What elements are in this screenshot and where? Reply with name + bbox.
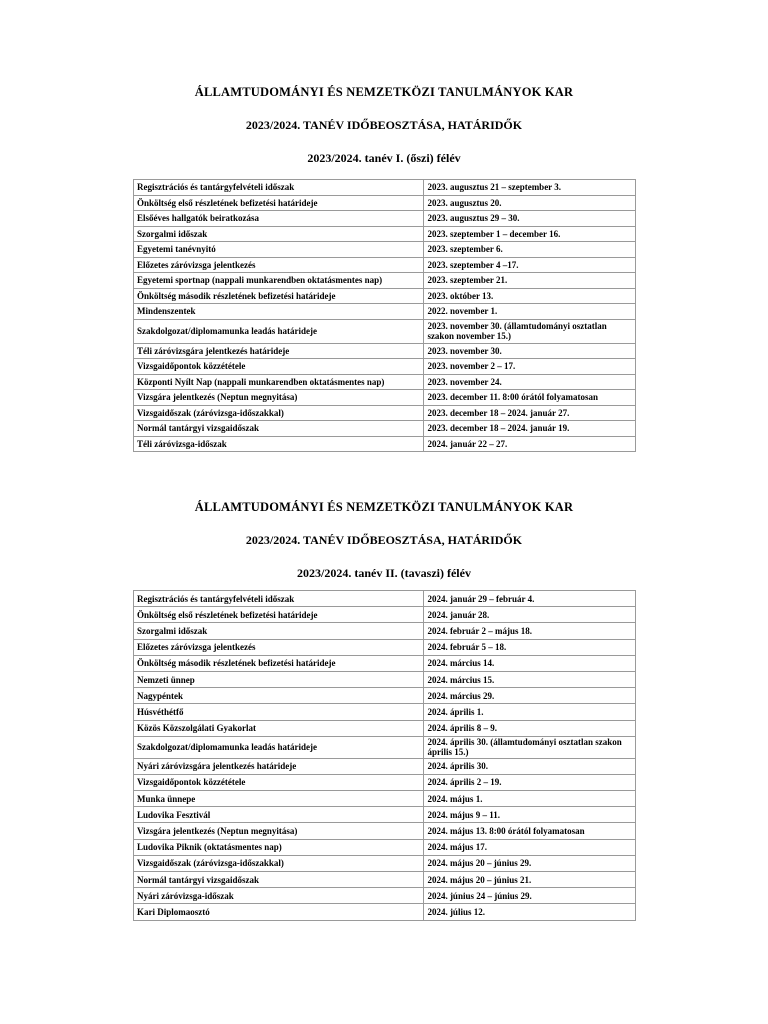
schedule-table xyxy=(133,590,636,921)
date-cell: 2024. február 2 – május 18. xyxy=(424,623,636,639)
date-cell: 2023. szeptember 6. xyxy=(424,242,636,258)
schedule-subtitle: 2023/2024. TANÉV IDŐBEOSZTÁSA, HATÁRIDŐK xyxy=(245,118,523,132)
date-cell: 2023. december 18 – 2024. január 27. xyxy=(424,405,636,421)
table-row xyxy=(134,304,636,320)
semester-heading: 2023/2024. tanév II. (tavaszi) félév xyxy=(297,566,471,580)
date-cell: 2023. szeptember 4 –17. xyxy=(424,257,636,273)
table-row xyxy=(134,405,636,421)
date-cell: 2024. május 9 – 11. xyxy=(424,807,636,823)
table-row xyxy=(134,242,636,258)
event-cell: Ludovika Piknik (oktatásmentes nap) xyxy=(134,839,424,855)
table-row xyxy=(134,671,636,687)
date-cell: 2023. november 30. xyxy=(424,343,636,359)
date-cell: 2024. január 28. xyxy=(424,607,636,623)
event-cell: Mindenszentek xyxy=(134,304,424,320)
table-row xyxy=(134,374,636,390)
event-cell: Elsőéves hallgatók beiratkozása xyxy=(134,211,424,227)
event-cell: Húsvéthétfő xyxy=(134,704,424,720)
event-cell: Nemzeti ünnep xyxy=(134,671,424,687)
date-cell: 2024. április 2 – 19. xyxy=(424,774,636,790)
table-row xyxy=(134,591,636,607)
table-row xyxy=(134,288,636,304)
date-cell: 2024. május 20 – június 21. xyxy=(424,872,636,888)
date-cell: 2024. június 24 – június 29. xyxy=(424,888,636,904)
date-cell: 2023. december 11. 8:00 órától folyamatosan xyxy=(424,390,636,406)
table-row xyxy=(134,736,636,758)
table-row xyxy=(134,257,636,273)
date-cell: 2023. augusztus 21 – szeptember 3. xyxy=(424,180,636,196)
date-cell: 2024. február 5 – 18. xyxy=(424,639,636,655)
event-cell: Vizsgaidőszak (záróvizsga-időszakkal) xyxy=(134,855,424,871)
table-row xyxy=(134,720,636,736)
table-row xyxy=(134,390,636,406)
event-cell: Nyári záróvizsga-időszak xyxy=(134,888,424,904)
date-cell: 2024. március 15. xyxy=(424,671,636,687)
table-row xyxy=(134,195,636,211)
schedule-table xyxy=(133,179,636,452)
event-cell: Téli záróvizsga-időszak xyxy=(134,436,424,452)
date-cell: 2024. május 1. xyxy=(424,791,636,807)
table-row xyxy=(134,436,636,452)
date-cell: 2023. szeptember 1 – december 16. xyxy=(424,226,636,242)
date-cell: 2024. július 12. xyxy=(424,904,636,920)
event-cell: Önköltség első részletének befizetési határideje xyxy=(134,607,424,623)
table-row xyxy=(134,226,636,242)
event-cell: Munka ünnepe xyxy=(134,791,424,807)
date-cell: 2024. május 13. 8:00 órától folyamatosan xyxy=(424,823,636,839)
event-cell: Vizsgaidőpontok közzététele xyxy=(134,359,424,375)
event-cell: Regisztrációs és tantárgyfelvételi időszak xyxy=(134,591,424,607)
event-cell: Szorgalmi időszak xyxy=(134,226,424,242)
table-row xyxy=(134,688,636,704)
event-cell: Kari Diplomaosztó xyxy=(134,904,424,920)
date-cell: 2023. november 24. xyxy=(424,374,636,390)
event-cell: Központi Nyílt Nap (nappali munkarendben oktatásmentes nap) xyxy=(134,374,424,390)
event-cell: Szorgalmi időszak xyxy=(134,623,424,639)
table-row xyxy=(134,872,636,888)
date-cell: 2023. november 30. (államtudományi osztatlan szakon november 15.) xyxy=(424,319,636,343)
event-cell: Egyetemi tanévnyitó xyxy=(134,242,424,258)
event-cell: Normál tantárgyi vizsgaidőszak xyxy=(134,421,424,437)
event-cell: Előzetes záróvizsga jelentkezés xyxy=(134,639,424,655)
event-cell: Önköltség második részletének befizetési határideje xyxy=(134,288,424,304)
table-row xyxy=(134,421,636,437)
date-cell: 2024. március 29. xyxy=(424,688,636,704)
event-cell: Előzetes záróvizsga jelentkezés xyxy=(134,257,424,273)
date-cell: 2023. október 13. xyxy=(424,288,636,304)
table-row xyxy=(134,343,636,359)
table-row xyxy=(134,359,636,375)
event-cell: Ludovika Fesztivál xyxy=(134,807,424,823)
table-row xyxy=(134,607,636,623)
event-cell: Közös Közszolgálati Gyakorlat xyxy=(134,720,424,736)
event-cell: Önköltség második részletének befizetési határideje xyxy=(134,655,424,671)
date-cell: 2024. március 14. xyxy=(424,655,636,671)
table-row xyxy=(134,791,636,807)
semester1-section xyxy=(0,80,768,449)
date-cell: 2024. április 1. xyxy=(424,704,636,720)
table-row xyxy=(134,273,636,289)
table-row xyxy=(134,758,636,774)
faculty-title: ÁLLAMTUDOMÁNYI ÉS NEMZETKÖZI TANULMÁNYOK KAR xyxy=(194,85,574,99)
table-row xyxy=(134,774,636,790)
table-row xyxy=(134,704,636,720)
date-cell: 2024. január 29 – február 4. xyxy=(424,591,636,607)
table-row xyxy=(134,839,636,855)
event-cell: Téli záróvizsgára jelentkezés határideje xyxy=(134,343,424,359)
table-row xyxy=(134,623,636,639)
event-cell: Vizsgára jelentkezés (Neptun megnyitása) xyxy=(134,390,424,406)
date-cell: 2023. december 18 – 2024. január 19. xyxy=(424,421,636,437)
event-cell: Szakdolgozat/diplomamunka leadás határideje xyxy=(134,319,424,343)
event-cell: Önköltség első részletének befizetési határideje xyxy=(134,195,424,211)
date-cell: 2024. január 22 – 27. xyxy=(424,436,636,452)
table-row xyxy=(134,823,636,839)
table-row xyxy=(134,904,636,920)
event-cell: Vizsgaidőszak (záróvizsga-időszakkal) xyxy=(134,405,424,421)
faculty-title: ÁLLAMTUDOMÁNYI ÉS NEMZETKÖZI TANULMÁNYOK KAR xyxy=(194,500,574,514)
event-cell: Egyetemi sportnap (nappali munkarendben oktatásmentes nap) xyxy=(134,273,424,289)
table-row xyxy=(134,807,636,823)
date-cell: 2024. május 20 – június 29. xyxy=(424,855,636,871)
event-cell: Nyári záróvizsgára jelentkezés határideje xyxy=(134,758,424,774)
event-cell: Szakdolgozat/diplomamunka leadás határideje xyxy=(134,736,424,758)
table-row xyxy=(134,855,636,871)
event-cell: Regisztrációs és tantárgyfelvételi időszak xyxy=(134,180,424,196)
date-cell: 2024. május 17. xyxy=(424,839,636,855)
table-row xyxy=(134,211,636,227)
date-cell: 2023. november 2 – 17. xyxy=(424,359,636,375)
table-row xyxy=(134,319,636,343)
date-cell: 2022. november 1. xyxy=(424,304,636,320)
date-cell: 2023. augusztus 20. xyxy=(424,195,636,211)
event-cell: Vizsgára jelentkezés (Neptun megnyitása) xyxy=(134,823,424,839)
event-cell: Vizsgaidőpontok közzététele xyxy=(134,774,424,790)
date-cell: 2024. április 8 – 9. xyxy=(424,720,636,736)
table-row xyxy=(134,639,636,655)
table-row xyxy=(134,180,636,196)
table-row xyxy=(134,888,636,904)
event-cell: Nagypéntek xyxy=(134,688,424,704)
date-cell: 2023. augusztus 29 – 30. xyxy=(424,211,636,227)
event-cell: Normál tantárgyi vizsgaidőszak xyxy=(134,872,424,888)
semester-heading: 2023/2024. tanév I. (őszi) félév xyxy=(307,151,461,165)
date-cell: 2024. április 30. (államtudományi osztatlan szakon április 15.) xyxy=(424,736,636,758)
date-cell: 2023. szeptember 21. xyxy=(424,273,636,289)
semester2-section xyxy=(0,495,768,917)
table-row xyxy=(134,655,636,671)
date-cell: 2024. április 30. xyxy=(424,758,636,774)
schedule-subtitle: 2023/2024. TANÉV IDŐBEOSZTÁSA, HATÁRIDŐK xyxy=(245,533,523,547)
